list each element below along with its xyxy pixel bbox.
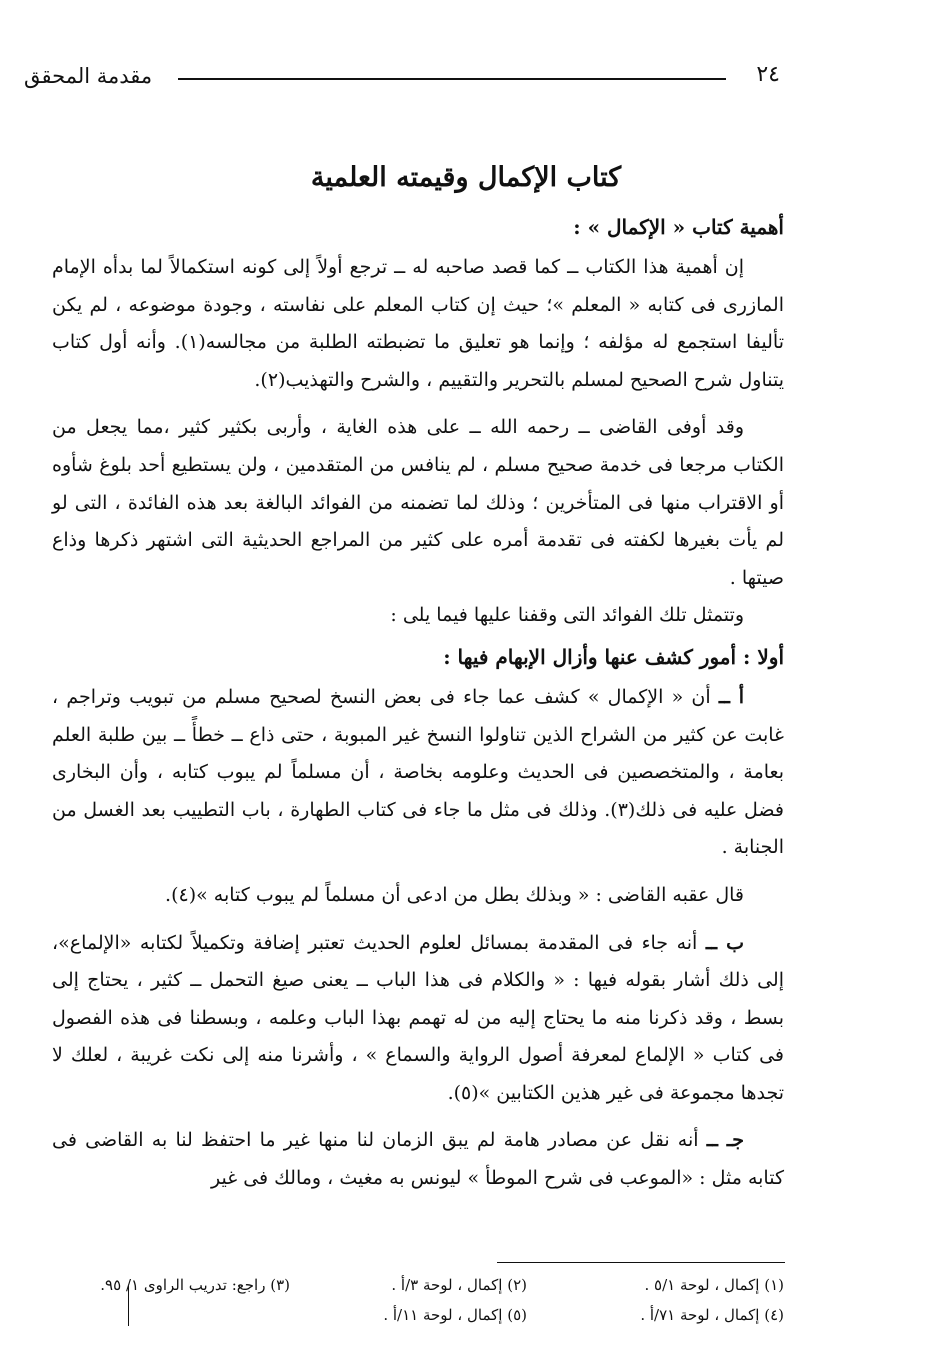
- subheading-first: أولا : أمور كشف عنها وأزال الإبهام فيها :: [443, 644, 784, 669]
- paragraph-2: وقد أوفى القاضى ــ رحمه الله ــ على هذه الغاية ، وأربى بكثير كثير ،مما يجعل من الكتاب مرجعا فى خدمة صحيح مسلم ، لم ينافس من المتقدمين ، ولن يستطيع أحد بلوغ شأوه أو الاقتراب منها فى المتأخرين ؛ وذلك لما تضمنه من الفوائد البالغة بعد هذه الفائدة ، التى لو لم يأت بغيرها لكفته فى تقدمة أمره على كثير من المراجع الحديثية التى اشتهر ذكرها وذاع صيتها .: [52, 416, 784, 589]
- footnote-rule: [497, 1262, 785, 1263]
- quote-paragraph: قال عقبه القاضى : « وبذلك بطل من ادعى أن مسلماً لم يبوب كتابه »(٤).: [165, 883, 744, 906]
- page-number: ٢٤: [756, 62, 780, 87]
- item-a-text: أن « الإكمال » كشف عما جاء فى بعض النسخ لصحيح مسلم من تبويب وتراجم ، غابت عن كثير من الشراح الذين تناولوا النسخ غير المبوبة ، حتى ذاع ــ خطأً ــ بين طلبة العلم بعامة ، والمتخصصين فى الحديث وعلومه بخاصة ، أن مسلماً لم يبوب كتابه ، وأن البخارى فضل عليه فى ذلك(٣). وذلك فى مثل ما جاء فى كتاب الطهارة ، باب التطييب بعد الغسل من الجنابة .: [52, 685, 784, 859]
- footnote-2: (٢) إكمال ، لوحة ٣/أ .: [391, 1276, 527, 1294]
- footnote-4: (٤) إكمال ، لوحة ٧١/أ .: [640, 1306, 784, 1324]
- item-b-label: ب ــ: [705, 931, 745, 954]
- item-b: [52, 925, 784, 1113]
- item-c: [52, 1122, 784, 1197]
- item-c-label: جـ ــ: [706, 1129, 745, 1152]
- item-a-label: أ ــ: [718, 685, 744, 708]
- chapter-title: كتاب الإكمال وقيمته العلمية: [310, 162, 622, 193]
- subheading-importance: أهمية كتاب « الإكمال » :: [573, 215, 784, 239]
- footnote-3: (٣) راجع: تدريب الراوى ١/ ٩٥.: [100, 1276, 290, 1294]
- item-c-text: أنه نقل عن مصادر هامة لم يبق الزمان لنا منها غير ما احتفظ لنا به القاضى فى كتابه مثل : «الموعب فى شرح الموطأ » ليونس به مغيث ، ومالك فى غير: [52, 1129, 784, 1190]
- item-b-text: أنه جاء فى المقدمة بمسائل لعلوم الحديث تعتبر إضافة وتكميلاً لكتابه «الإلماع»، إلى ذلك أشار بقوله فيها : « والكلام فى هذا الباب ــ يعنى صيغ التحمل ــ كثير ، يحتاج إلى بسط ، وقد ذكرنا منه ما يحتاج إليه من له تهمم بهذا الباب وعلمه ، وبسطنا فى هذه الفصول فى كتاب « الإلماع لمعرفة أصول الرواية والسماع » ، وأشرنا منه إلى نكت غريبة ، لعلك لا تجدها مجموعة فى غير هذين الكتابين »(٥).: [52, 931, 784, 1104]
- footnote-1: (١) إكمال ، لوحة ٥/١ .: [644, 1276, 784, 1294]
- footnote-5: (٥) إكمال ، لوحة ١١/أ .: [383, 1306, 527, 1324]
- paragraph-1: إن أهمية هذا الكتاب ــ كما قصد صاحبه له ــ ترجع أولاً إلى كونه استكمالاً لما بدأه الإمام المازرى فى كتابه « المعلم »؛ حيث إن كتاب المعلم على نفاسته ، وجودة موضوعه ، لم يكن تأليفا استجمع له مؤلفه ؛ وإنما هو تعليق ما تضبطته الطلبة من مجالسه(١). وأنه أول كتاب يتناول شرح الصحيح لمسلم بالتحرير والتقييم ، والشرح والتهذيب(٢).: [52, 256, 784, 391]
- pen-mark: [128, 1286, 130, 1326]
- item-a: [52, 679, 784, 867]
- main-text: [52, 205, 784, 1198]
- header-rule: [178, 78, 726, 80]
- running-header: مقدمة المحقق: [24, 64, 153, 88]
- paragraph-3: وتتمثل تلك الفوائد التى وقفنا عليها فيما يلى :: [390, 604, 744, 627]
